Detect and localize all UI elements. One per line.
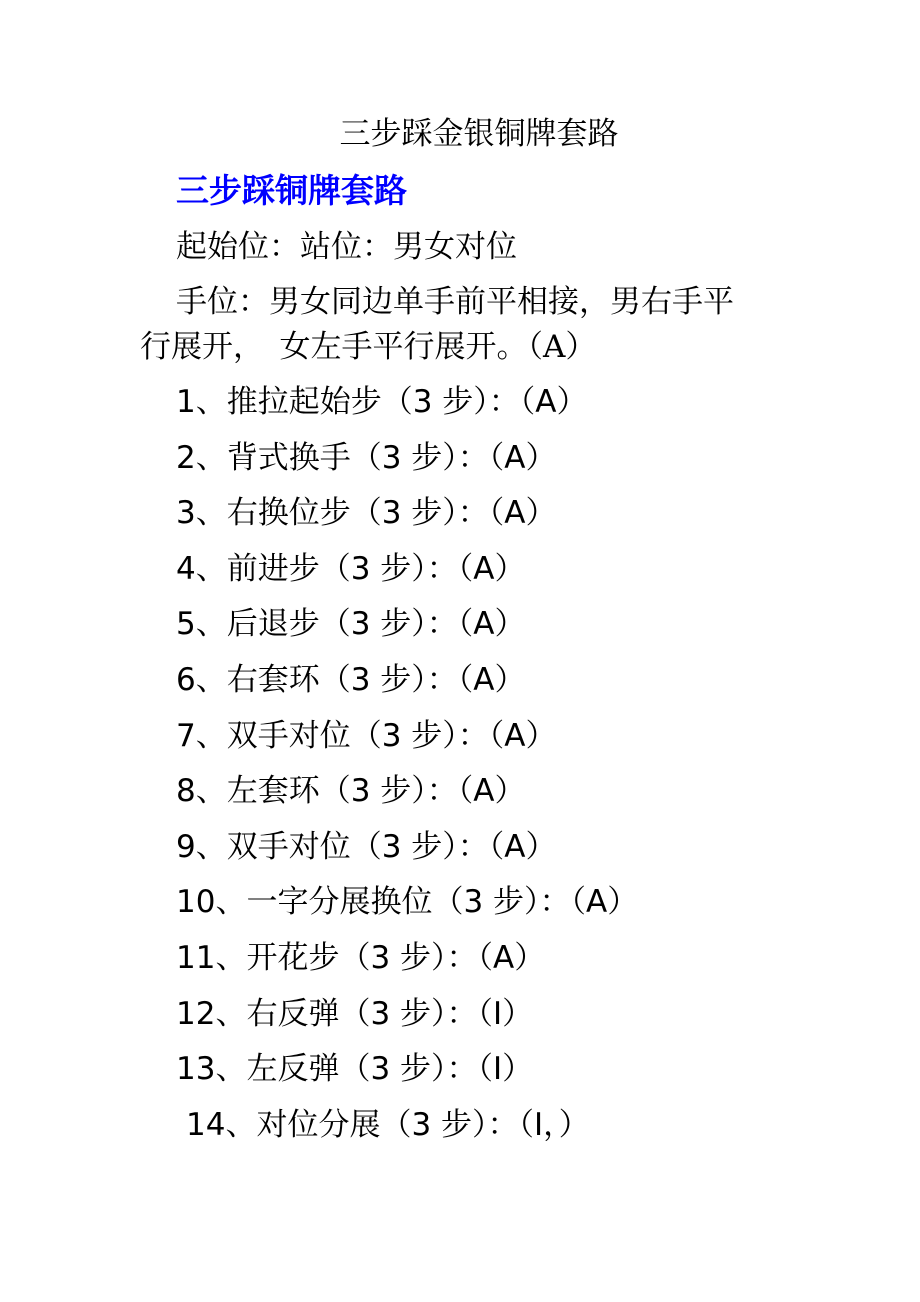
start-position-text: 起始位：站位：男女对位 [176, 229, 517, 265]
step-item: 12、右反弹（3 步）：（I） [176, 995, 534, 1032]
step-item: 4、前进步（3 步）：（A） [176, 550, 526, 587]
step-item: 13、左反弹（3 步）：（I） [176, 1051, 534, 1088]
step-item: 2、背式换手（3 步）：（A） [176, 439, 557, 476]
step-item: 9、双手对位（3 步）：（A） [176, 828, 557, 865]
step-item: 7、双手对位（3 步）：（A） [176, 717, 557, 754]
step-item: 8、左套环（3 步）：（A） [176, 773, 526, 810]
hand-position-text-line1: 手位：男女同边单手前平相接，男右手平 [176, 284, 734, 320]
document-title: 三步踩金银铜牌套路 [339, 116, 619, 152]
step-item: 5、后退步（3 步）：（A） [176, 606, 526, 643]
step-item: 14、对位分展（3 步）：（I，） [186, 1106, 590, 1143]
step-item: 3、右换位步（3 步）：（A） [176, 495, 557, 532]
section-heading: 三步踩铜牌套路 [176, 171, 407, 210]
step-item: 10、一字分展换位（3 步）：（A） [176, 884, 639, 921]
step-item: 1、推拉起始步（3 步）：（A） [176, 384, 588, 420]
step-item: 11、开花步（3 步）：（A） [176, 940, 546, 976]
hand-position-text-line2: 行展开， 女左手平行展开。（A） [140, 329, 597, 365]
step-item: 6、右套环（3 步）：（A） [176, 662, 526, 698]
